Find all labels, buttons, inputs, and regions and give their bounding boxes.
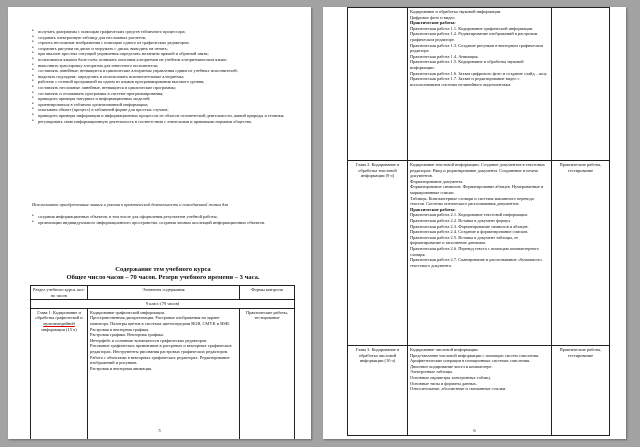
list-item: • приводить примеры натурных и информационных моделей; [32, 96, 294, 102]
content-line: Таблицы. Компьютерные словари и системы машинного перевода текстов. Системы оптического распознавания документов. [410, 195, 534, 207]
skills-bullet-list [32, 29, 294, 124]
table-row [31, 308, 295, 439]
content-line: Практическая работа 1.6. Захват цифрового фото и создание слайд – шоу. [410, 70, 548, 76]
content-line: Практическая работа 1.1. Кодирование графической информации. [410, 25, 534, 31]
content-line: Практическая работа 2.5. Вставка в документ таблицы, ее форматирование и заполнение данными. [410, 234, 519, 246]
section3-form: Практические работы, тестирование [552, 346, 610, 436]
content-line: Практическая работа 2.3. Форматирование символов и абзацев. [410, 223, 529, 229]
content-line: Практические работы: [410, 20, 456, 26]
content-line: Практическая работа 1.3. Создание рисунков в векторном графическом редакторе. [410, 42, 544, 54]
section1-form: Практические работы, тестирование [240, 308, 295, 439]
content-line: Растровая графика. Векторная графика. [90, 332, 165, 338]
content-line: Растровая и векторная анимация. [90, 365, 153, 371]
content-line: Практические работы: [410, 206, 456, 212]
content-line: Кодирование числовой информации. [410, 347, 479, 352]
document-page-6 [323, 7, 626, 439]
list-item: • получать диаграммы с помощью графических средств табличного процессора; [32, 29, 294, 35]
content-line: Практическая работа 1.2. Редактирование изображений в растровом графическом редакторе. [410, 31, 538, 42]
usage-paragraph: Использовать приобретенные знания и умения в практической деятельности и повседневной жизни для [32, 202, 229, 207]
content-line: Практическая работа 2.2. Вставка в документ формул. [410, 217, 512, 223]
list-item: • строить несложные изображения с помощью одного из графических редакторов; [32, 40, 294, 46]
section3-title: Глава 3. Кодирование и обработка числовой информации (10 ч) [348, 346, 408, 436]
content-line: Кодирование текстовой информации. Создание документов в текстовых редакторах. Ввод и редактирование документа. Сохранение и печать документов. [410, 162, 545, 179]
list-item: • работать с готовой программой на одном из языков программирования высокого уровня; [32, 79, 294, 85]
content-line: Кодирование графической информации. [90, 309, 166, 315]
content-line: Интерфейс и основные возможности графических редакторов. [90, 337, 208, 343]
section1-cont-form [552, 8, 610, 161]
content-line: Практическая работа 2.4. Создание и форматирование списков. [410, 229, 529, 235]
list-item: • ориентироваться в таблично организованной информации; [32, 102, 294, 108]
table-row [348, 161, 610, 346]
content-line: Электронные таблицы. [410, 369, 454, 375]
content-title: Содержание тем учебного курса [115, 266, 211, 273]
program-table-continued [347, 7, 610, 436]
list-item: • пользоваться языком блок-схем, понимать описания алгоритмов на учебном алгоритмическом языке; [32, 57, 294, 63]
list-item: • составлять несложные линейные, ветвящиеся и циклические программы; [32, 85, 294, 91]
list-item: • приводить примеры информации и информационных процессов из области человеческой деятельности, живой природы и техники; [32, 113, 294, 119]
content-line: Практическая работа 1.5. Кодирование и обработка звуковой информации. [410, 59, 524, 70]
section1-title: Глава 1. Кодирование и обработка графической и мультимедийной информации (15 ч) [31, 308, 88, 439]
content-line: Растровая и векторная графика. [90, 326, 150, 332]
list-item: • создания информационных объектов, в том числе для оформления результатов учебной работы; [32, 214, 294, 220]
header-forms: Формы контроля [240, 286, 295, 300]
content-line: Пространственная дискретизация. Растровые изображения на экране монитора. Палитры цветов в системах цветопередачи RGB, CMYK и HSB. [90, 315, 230, 326]
section2-content [408, 161, 552, 346]
list-item: • описывать объект (процесс) в табличной форме для простых случаев; [32, 107, 294, 113]
table-header-row [31, 286, 295, 300]
content-line: Практическая работа 2.7. Сканирование и распознавание «бумажного» текстового документа. [410, 257, 543, 268]
content-heading [32, 266, 294, 281]
content-line: Форматирование символов. Форматирование абзацев. Нумерованные и маркированные списки. [410, 184, 544, 195]
list-item: • организации индивидуального информационного пространства, создания личных коллекций информационных объектов. [32, 220, 294, 226]
content-line: Относительные, абсолютные и смешанные ссылки. [410, 386, 507, 392]
content-line: Практическая работа 1.7. Захват и редактирование видео с использованием системы нелинейного видеомонтажа. [410, 76, 520, 87]
content-line: Работа с объектами в векторных графических редакторах. Редактирование изображений и рисунков. [90, 354, 230, 366]
header-content: Элементы содержания [88, 286, 240, 300]
section1-cont-content [408, 8, 552, 161]
content-line: Практическая работа 2.6. Перевод текста с помощью компьютерного словаря. [410, 245, 539, 257]
content-subtitle: Общее число часов – 70 часов. Резерв учебного времени – 3 часа. [66, 273, 260, 281]
page-number: 6 [473, 428, 476, 433]
content-line: Форматирование документа. [410, 178, 464, 184]
usage-bullet-list [32, 214, 294, 225]
list-item: • создавать электронную таблицу для несложных расчетов; [32, 35, 294, 41]
page-number: 5 [158, 428, 161, 433]
content-line: Цифровое фото и видео. [410, 14, 456, 20]
table-row [348, 8, 610, 161]
content-line: Рисование графических примитивов в растровых и векторных графических редакторах. Инструменты рисования растровых графических редакторов. [90, 343, 232, 354]
section2-form: Практические работы, тестирование [552, 161, 610, 346]
list-item: • сохранять рисунки на диске и загружать с диска; выводить на печать; [32, 46, 294, 52]
section3-content [408, 346, 552, 436]
content-line: Представление числовой информации с помощью систем счисления. Арифметические операции в позиционных системах счисления. Двоичное кодирование чисел в компьютере. [410, 352, 540, 369]
content-line: Основные типы и форматы данных. [410, 380, 478, 386]
list-item: • составлять линейные, ветвящиеся и циклические алгоритмы управления одним из учебных исполнителей; [32, 68, 294, 74]
section2-title: Глава 2. Кодирование и обработка текстовой информации (9 ч) [348, 161, 408, 346]
content-line: Основные параметры электронных таблиц. [410, 374, 491, 380]
program-table [30, 285, 295, 439]
section1-cont-title [348, 8, 408, 161]
header-section: Раздел учебного курса, кол-во часов [31, 286, 88, 300]
grade-label: 9 класс (70 часов) [31, 300, 295, 309]
list-item: • выделять подзадачи; определять и использовать вспомогательные алгоритмы; [32, 74, 294, 80]
content-line: Практическая работа 2.1. Кодирование текстовой информации. [410, 212, 528, 218]
list-item: • при анализе простых ситуаций управления определять механизм прямой и обратной связи; [32, 51, 294, 57]
content-line: Кодирование и обработка звуковой информации. [410, 9, 502, 14]
grade-row [31, 300, 295, 309]
table-row [348, 346, 610, 436]
document-page-5 [8, 7, 311, 439]
list-item: • составлять и отлаживать программы в системе программирования; [32, 91, 294, 97]
list-item: • выполнить трассировку алгоритма для известного исполнителя; [32, 63, 294, 69]
list-item: • регулировать свою информационную деятельность в соответствии с этическими и правовыми нормами общества. [32, 119, 294, 125]
content-line: Практическая работа 1.4. Анимация. [410, 53, 479, 59]
section1-content [88, 308, 240, 439]
